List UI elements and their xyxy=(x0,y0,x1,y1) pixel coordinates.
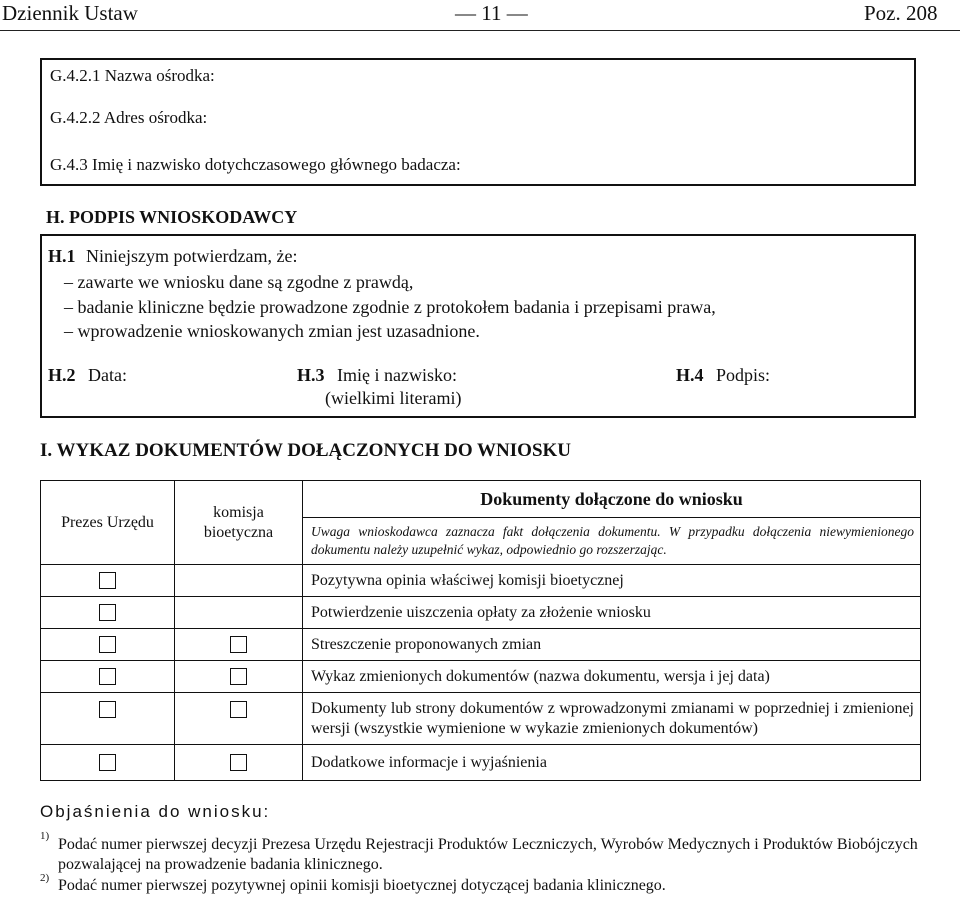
position-number: Poz. 208 xyxy=(864,1,938,25)
president-checkbox[interactable] xyxy=(99,604,116,621)
declaration-item: – badanie kliniczne będzie prowadzone zgodnie z protokołem badania i przepisami prawa, xyxy=(64,297,716,317)
name-label: Imię i nazwisko: xyxy=(337,365,457,385)
ethics-checkbox-cell xyxy=(175,745,303,781)
h1-text: Niniejszym potwierdzam, że: xyxy=(86,246,298,266)
president-checkbox[interactable] xyxy=(99,754,116,771)
col-header-ethics-line2: bioetyczna xyxy=(203,523,274,541)
header-rule xyxy=(0,30,960,31)
president-checkbox-cell xyxy=(41,565,175,597)
footnote-text: Podać numer pierwszej decyzji Prezesa Urzędu Rejestracji Produktów Leczniczych, Wyrobów Medycznych i Produktów Biobójczych pozwalającej na prowadzenie badania klinicznego. xyxy=(58,836,918,873)
president-checkbox-cell xyxy=(41,597,175,629)
ethics-checkbox[interactable] xyxy=(230,754,247,771)
table-row xyxy=(41,597,921,629)
president-checkbox-cell xyxy=(41,629,175,661)
president-checkbox[interactable] xyxy=(99,636,116,653)
document-name: Dokumenty lub strony dokumentów z wprowadzonymi zmianami w poprzedniej i zmienionej wersji (wszystkie wymienione w wykazie zmienionych dokumentów) xyxy=(303,693,921,745)
footnote-text: Podać numer pierwszej pozytywnej opinii komisji bioetycznej dotyczącej badania klinicznego. xyxy=(58,877,666,894)
h2-number: H.2 xyxy=(48,365,76,385)
section-g-box xyxy=(40,58,916,186)
h3-number: H.3 xyxy=(297,365,325,385)
ethics-checkbox-cell xyxy=(175,629,303,661)
document-name: Wykaz zmienionych dokumentów (nazwa dokumentu, wersja i jej data) xyxy=(303,661,921,693)
ethics-checkbox-cell xyxy=(175,661,303,693)
h1-number: H.1 xyxy=(48,246,76,266)
section-h-title: H. PODPIS WNIOSKODAWCY xyxy=(46,207,298,227)
h1-heading xyxy=(48,245,297,267)
documents-title: Dokumenty dołączone do wniosku xyxy=(303,483,920,518)
table-header-row xyxy=(41,481,921,565)
president-checkbox-cell xyxy=(41,661,175,693)
center-address-field[interactable]: G.4.2.2 Adres ośrodka: xyxy=(50,108,208,127)
section-h-box xyxy=(40,234,916,418)
president-checkbox[interactable] xyxy=(99,572,116,589)
col-header-ethics xyxy=(175,481,303,565)
document-name: Pozytywna opinia właściwej komisji bioetycznej xyxy=(303,565,921,597)
declaration-item: – wprowadzenie wnioskowanych zmian jest uzasadnione. xyxy=(64,321,480,341)
footnotes-title: Objaśnienia do wniosku: xyxy=(40,802,271,821)
instruction-note: Uwaga wnioskodawca zaznacza fakt dołączenia dokumentu. W przypadku dołączenia niewymienionego dokumentu należy uzupełnić wykaz, odpowiednio go rozszerzając. xyxy=(311,524,914,557)
col-header-documents xyxy=(303,481,921,565)
section-i-title: I. WYKAZ DOKUMENTÓW DOŁĄCZONYCH DO WNIOSKU xyxy=(40,440,572,461)
document-name: Potwierdzenie uiszczenia opłaty za złożenie wniosku xyxy=(303,597,921,629)
center-name-field[interactable]: G.4.2.1 Nazwa ośrodka: xyxy=(50,66,215,85)
president-checkbox-cell xyxy=(41,693,175,745)
signature-label: Podpis: xyxy=(716,365,771,385)
table-row xyxy=(41,565,921,597)
declaration-item: – zawarte we wniosku dane są zgodne z prawdą, xyxy=(64,272,414,292)
signature-field[interactable] xyxy=(676,364,770,386)
name-hint: (wielkimi literami) xyxy=(325,388,462,408)
ethics-checkbox[interactable] xyxy=(230,701,247,718)
col-header-ethics-line1: komisja xyxy=(213,503,264,521)
footnote-mark: 1) xyxy=(40,830,50,842)
footnote-mark: 2) xyxy=(40,872,50,884)
document-name: Streszczenie proponowanych zmian xyxy=(303,629,921,661)
table-row xyxy=(41,693,921,745)
col-header-president: Prezes Urzędu xyxy=(41,481,175,565)
ethics-checkbox-cell xyxy=(175,693,303,745)
table-row xyxy=(41,629,921,661)
name-field[interactable] xyxy=(297,364,457,386)
ethics-checkbox[interactable] xyxy=(230,668,247,685)
ethics-checkbox-cell xyxy=(175,597,303,629)
documents-table xyxy=(40,480,921,781)
date-label: Data: xyxy=(88,365,127,385)
page-number: — 11 — xyxy=(455,1,528,25)
table-row xyxy=(41,661,921,693)
ethics-checkbox[interactable] xyxy=(230,636,247,653)
journal-title: Dziennik Ustaw xyxy=(2,1,138,25)
prev-investigator-field[interactable]: G.4.3 Imię i nazwisko dotychczasowego głównego badacza: xyxy=(50,155,461,174)
president-checkbox[interactable] xyxy=(99,668,116,685)
president-checkbox[interactable] xyxy=(99,701,116,718)
table-row xyxy=(41,745,921,781)
ethics-checkbox-cell xyxy=(175,565,303,597)
document-name: Dodatkowe informacje i wyjaśnienia xyxy=(303,745,921,781)
date-field[interactable] xyxy=(48,364,127,386)
h4-number: H.4 xyxy=(676,365,704,385)
president-checkbox-cell xyxy=(41,745,175,781)
